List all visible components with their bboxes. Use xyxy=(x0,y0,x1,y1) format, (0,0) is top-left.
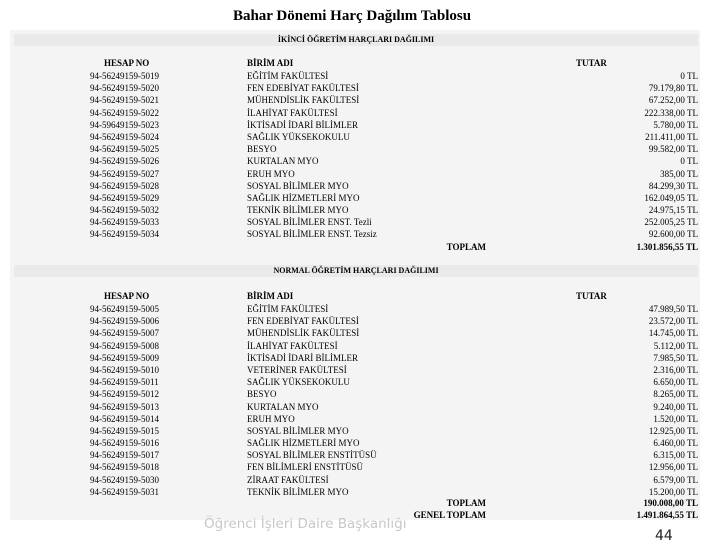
page-number: 44 xyxy=(655,528,673,544)
section2-hesap-cell: 94-56249159-5015 xyxy=(90,425,159,436)
section2-tutar-cell: 15.200,00 TL xyxy=(648,486,698,497)
section2-hesap-cell: 94-56249159-5005 xyxy=(90,304,159,314)
section2-hesap-cell: 94-56249159-5018 xyxy=(90,462,159,473)
section1-col-tutar: TUTAR xyxy=(576,58,607,68)
section2-birim-cell: İLAHİYAT FAKÜLTESİ xyxy=(247,340,338,351)
section1-hesap-cell: 94-56249159-5019 xyxy=(90,71,159,81)
section2-hesap-cell: 94-56249159-5014 xyxy=(90,413,159,424)
section2-total-label: TOPLAM xyxy=(446,498,486,508)
section2-birim-cell: EĞİTİM FAKÜLTESİ xyxy=(247,304,329,314)
section2-hesap-cell: 94-56249159-5009 xyxy=(90,352,159,363)
section1-birim-cell: FEN EDEBİYAT FAKÜLTESİ xyxy=(247,83,359,94)
section2-hesap-cell: 94-56249159-5016 xyxy=(90,438,159,449)
section2-hesap-cell: 94-56249159-5007 xyxy=(90,328,159,339)
section2-tutar-cell: 2.316,00 TL xyxy=(653,364,698,375)
section2-total-value: 190.008,00 TL xyxy=(643,498,698,508)
section1-hesap-cell: 94-56249159-5027 xyxy=(90,168,159,179)
section2-tutar-cell: 12.925,00 TL xyxy=(648,425,698,436)
grand-total-label: GENEL TOPLAM xyxy=(413,510,486,520)
section1-hesap-cell: 94-56249159-5034 xyxy=(90,229,159,240)
section2-hesap-cell: 94-56249159-5030 xyxy=(90,474,159,485)
section1-birim-cell: MÜHENDİSLİK FAKÜLTESİ xyxy=(247,95,360,106)
section1-tutar-cell: 0 TL xyxy=(680,156,698,167)
section2-hesap-cell: 94-56249159-5013 xyxy=(90,401,159,412)
section2-tutar-cell: 6.579,00 TL xyxy=(653,474,698,485)
section2-birim-cell: SOSYAL BİLİMLER MYO xyxy=(247,425,349,436)
section1-hesap-cell: 94-56249159-5024 xyxy=(90,131,159,142)
section1-birim-column xyxy=(247,70,377,241)
section1-tutar-cell: 385,00 TL xyxy=(660,168,698,179)
section2-birim-cell: VETERİNER FAKÜLTESİ xyxy=(247,364,347,375)
section1-heading: İKİNCİ ÖĞRETİM HARÇLARI DAĞILIMI xyxy=(14,34,698,46)
section2-hesap-cell: 94-56249159-5011 xyxy=(90,377,159,388)
section2-hesap-cell: 94-56249159-5010 xyxy=(90,364,159,375)
section2-birim-cell: SAĞLIK HİZMETLERİ MYO xyxy=(247,438,360,449)
section1-birim-cell: SOSYAL BİLİMLER ENST. Tezli xyxy=(247,217,372,228)
section1-tutar-cell: 79.179,80 TL xyxy=(648,83,698,94)
section2-tutar-cell: 5.112,00 TL xyxy=(653,340,698,351)
section2-tutar-cell: 9.240,00 TL xyxy=(653,401,698,412)
section2-birim-cell: ERUH MYO xyxy=(247,413,295,424)
section1-birim-cell: EĞİTİM FAKÜLTESİ xyxy=(247,71,329,81)
section1-birim-cell: KURTALAN MYO xyxy=(247,156,319,167)
section2-heading: NORMAL ÖĞRETİM HARÇLARI DAĞILIMI xyxy=(14,265,698,277)
section1-birim-cell: SOSYAL BİLİMLER ENST. Tezsiz xyxy=(247,229,377,240)
footer-text: Öğrenci İşleri Daire Başkanlığı xyxy=(204,516,407,532)
section2-birim-cell: FEN EDEBİYAT FAKÜLTESİ xyxy=(247,316,359,327)
section2-birim-cell: SOSYAL BİLİMLER ENSTİTÜSÜ xyxy=(247,450,377,461)
section2-birim-cell: MÜHENDİSLİK FAKÜLTESİ xyxy=(247,328,360,339)
section2-col-hesap: HESAP NO xyxy=(104,291,150,301)
section2-tutar-cell: 7.985,50 TL xyxy=(653,352,698,363)
section2-hesap-cell: 94-56249159-5031 xyxy=(90,486,159,497)
section2-tutar-cell: 8.265,00 TL xyxy=(653,389,698,400)
section1-tutar-column xyxy=(644,70,698,241)
section1-birim-cell: BESYO xyxy=(247,144,277,155)
section2-birim-cell: İKTİSADİ İDARİ BİLİMLER xyxy=(247,352,358,363)
section2-tutar-cell: 14.745,00 TL xyxy=(648,328,698,339)
section1-hesap-column xyxy=(90,70,159,241)
section2-birim-cell: BESYO xyxy=(247,389,277,400)
section2-hesap-column xyxy=(90,303,159,498)
section2-tutar-cell: 23.572,00 TL xyxy=(648,316,698,327)
section1-tutar-cell: 252.005,25 TL xyxy=(644,217,698,228)
section2-tutar-cell: 1.520,00 TL xyxy=(653,413,698,424)
section1-birim-cell: İLAHİYAT FAKÜLTESİ xyxy=(247,107,338,118)
section1-hesap-cell: 94-59649159-5023 xyxy=(90,119,159,130)
section1-tutar-cell: 99.582,00 TL xyxy=(648,144,698,155)
section1-tutar-cell: 211.411,00 TL xyxy=(645,131,698,142)
section2-birim-cell: TEKNİK BİLİMLER MYO xyxy=(247,486,349,497)
section1-hesap-cell: 94-56249159-5028 xyxy=(90,180,159,191)
section1-total-value: 1.301.856,55 TL xyxy=(636,242,698,252)
section2-hesap-cell: 94-56249159-5012 xyxy=(90,389,159,400)
section1-tutar-cell: 0 TL xyxy=(680,71,698,81)
section1-birim-cell: İKTİSADİ İDARİ BİLİMLER xyxy=(247,119,358,130)
section2-birim-column xyxy=(247,303,377,498)
section1-birim-cell: SAĞLIK HİZMETLERİ MYO xyxy=(247,192,360,203)
section1-hesap-cell: 94-56249159-5021 xyxy=(90,95,159,106)
section2-birim-cell: KURTALAN MYO xyxy=(247,401,319,412)
section1-tutar-cell: 24.975,15 TL xyxy=(648,205,698,216)
section1-birim-cell: SAĞLIK YÜKSEKOKULU xyxy=(247,131,350,142)
page-title: Bahar Dönemi Harç Dağılım Tablosu xyxy=(232,8,472,24)
section2-tutar-cell: 47.989,50 TL xyxy=(648,304,698,314)
section1-tutar-cell: 92.600,00 TL xyxy=(648,229,698,240)
section2-col-birim: BİRİM ADI xyxy=(247,291,294,301)
section1-birim-cell: TEKNİK BİLİMLER MYO xyxy=(247,205,349,216)
section1-hesap-cell: 94-56249159-5025 xyxy=(90,144,159,155)
section1-hesap-cell: 94-56249159-5032 xyxy=(90,205,159,216)
section1-hesap-cell: 94-56249159-5022 xyxy=(90,107,159,118)
section1-tutar-cell: 162.049,05 TL xyxy=(644,192,698,203)
section1-hesap-cell: 94-56249159-5029 xyxy=(90,192,159,203)
section2-hesap-cell: 94-56249159-5008 xyxy=(90,340,159,351)
top-bar xyxy=(0,0,720,8)
section2-tutar-column xyxy=(649,303,698,498)
section1-tutar-cell: 5.780,00 TL xyxy=(653,119,698,130)
section1-col-birim: BİRİM ADI xyxy=(247,58,294,68)
section2-tutar-cell: 12.956,00 TL xyxy=(648,462,698,473)
section1-total-label: TOPLAM xyxy=(446,242,486,252)
section1-hesap-cell: 94-56249159-5033 xyxy=(90,217,159,228)
section1-birim-cell: SOSYAL BİLİMLER MYO xyxy=(247,180,349,191)
section2-col-tutar: TUTAR xyxy=(576,291,607,301)
section1-tutar-cell: 67.252,00 TL xyxy=(648,95,698,106)
section1-tutar-cell: 84.299,30 TL xyxy=(648,180,698,191)
section2-tutar-cell: 6.650,00 TL xyxy=(653,377,698,388)
section2-tutar-cell: 6.460,00 TL xyxy=(653,438,698,449)
section1-tutar-cell: 222.338,00 TL xyxy=(644,107,698,118)
section1-hesap-cell: 94-56249159-5020 xyxy=(90,83,159,94)
section2-hesap-cell: 94-56249159-5006 xyxy=(90,316,159,327)
section1-birim-cell: ERUH MYO xyxy=(247,168,295,179)
section2-birim-cell: FEN BİLİMLERİ ENSTİTÜSÜ xyxy=(247,462,363,473)
section2-birim-cell: ZİRAAT FAKÜLTESİ xyxy=(247,474,329,485)
section2-birim-cell: SAĞLIK YÜKSEKOKULU xyxy=(247,377,350,388)
section2-tutar-cell: 6.315,00 TL xyxy=(653,450,698,461)
section2-hesap-cell: 94-56249159-5017 xyxy=(90,450,159,461)
section1-col-hesap: HESAP NO xyxy=(104,58,150,68)
section1-hesap-cell: 94-56249159-5026 xyxy=(90,156,159,167)
grand-total-value: 1.491.864,55 TL xyxy=(636,510,698,520)
